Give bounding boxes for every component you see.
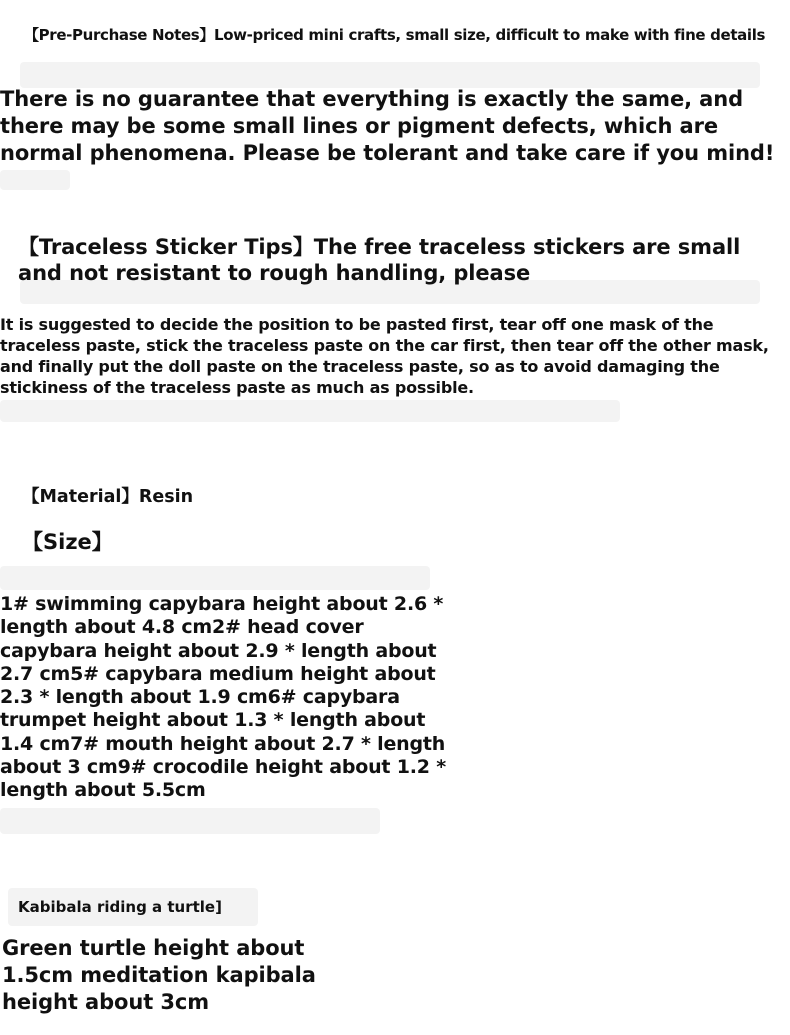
turtle-details: Green turtle height about 1.5cm meditation kapibala height about 3cm	[2, 936, 316, 1014]
size-heading: 【Size】	[22, 530, 113, 554]
background-smudge	[0, 170, 70, 190]
material-label: 【Material】Resin	[22, 487, 194, 507]
turtle-heading: Kabibala riding a turtle]	[18, 898, 222, 916]
guarantee-disclaimer: There is no guarantee that everything is exactly the same, and there may be some small lines or pigment defects, which are normal phenomena. Please be tolerant and take care if you mind!	[0, 87, 775, 165]
background-smudge	[0, 400, 620, 422]
sticker-instructions: It is suggested to decide the position to be pasted first, tear off one mask of the traceless paste, stick the traceless paste on the car first, then tear off the other mask, and finally put the doll paste on the traceless paste, so as to avoid damaging the stickiness of the traceless paste as much as possible.	[0, 315, 769, 397]
background-smudge	[20, 62, 760, 88]
sticker-tips-heading: 【Traceless Sticker Tips】The free traceless stickers are small and not resistant to rough handling, please	[18, 235, 741, 285]
size-details: 1# swimming capybara height about 2.6 * length about 4.8 cm2# head cover capybara height about 2.9 * length about 2.7 cm5# capybara medium height about 2.3 * length about 1.9 cm6# capybara trumpet height about 1.3 * length about 1.4 cm7# mouth height about 2.7 * length about 3 cm9# crocodile height about 1.2 * length about 5.5cm	[0, 593, 446, 802]
pre-purchase-note: 【Pre-Purchase Notes】Low-priced mini crafts, small size, difficult to make with fine details	[24, 26, 766, 44]
background-smudge	[0, 808, 380, 834]
background-smudge	[0, 566, 430, 590]
